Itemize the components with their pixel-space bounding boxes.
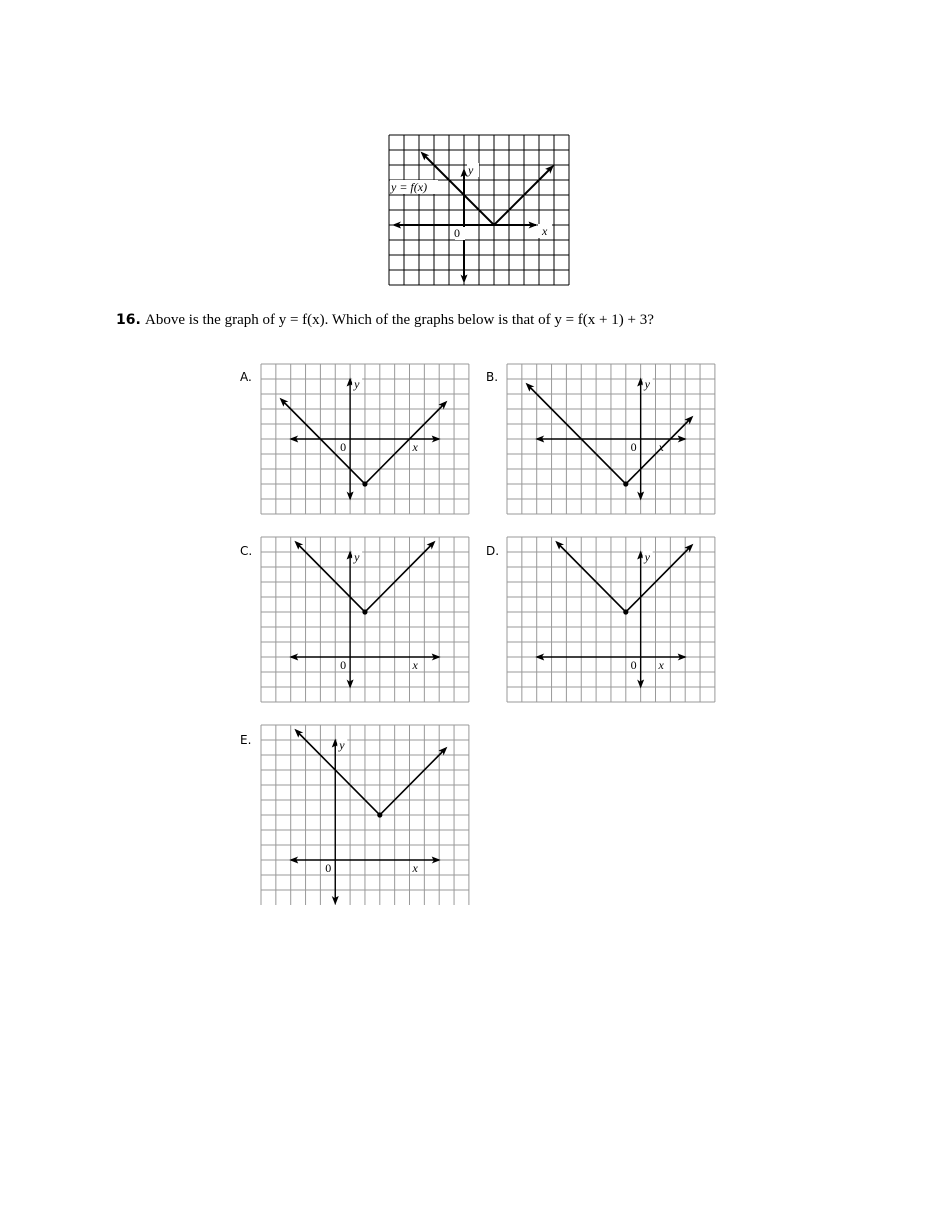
reference-y-label: y <box>468 163 474 177</box>
question-number: 16. <box>116 312 141 328</box>
origin-label: 0 <box>340 440 347 454</box>
option-c-label[interactable]: C. <box>240 544 253 558</box>
option-function <box>280 398 448 487</box>
option-a-label[interactable]: A. <box>240 370 252 384</box>
vertex-point <box>623 481 628 486</box>
option-e-graph[interactable] <box>260 724 470 907</box>
question-text: Above is the graph of y = f(x). Which of the graphs below is that of y = f(x + 1) + 3? <box>145 312 654 328</box>
option-c-graph[interactable] <box>260 536 470 703</box>
reference-function-label: y = f(x) <box>391 180 428 194</box>
x-axis-label: x <box>658 440 664 454</box>
function-line <box>297 731 446 815</box>
x-axis-label: x <box>412 440 418 454</box>
option-d-label[interactable]: D. <box>486 544 500 558</box>
x-axis-label: x <box>412 658 418 672</box>
y-axis-label: y <box>644 550 650 564</box>
y-axis-label: y <box>354 377 360 391</box>
reference-origin-label: 0 <box>454 226 460 240</box>
option-b-label[interactable]: B. <box>486 370 499 384</box>
vertex-point <box>362 609 367 614</box>
option-a-graph[interactable] <box>260 363 470 515</box>
function-line <box>557 543 691 612</box>
x-axis-label: x <box>658 658 664 672</box>
x-axis-label: x <box>412 861 418 875</box>
y-axis-label: y <box>644 377 650 391</box>
origin-label: 0 <box>340 658 347 672</box>
vertex-point <box>362 481 367 486</box>
vertex-point <box>623 609 628 614</box>
option-grid <box>507 537 715 702</box>
option-function <box>526 383 694 487</box>
origin-label: 0 <box>630 440 637 454</box>
option-b-graph[interactable] <box>506 363 716 515</box>
reference-graph <box>388 134 570 287</box>
option-e-label[interactable]: E. <box>240 733 252 747</box>
option-grid <box>261 725 469 905</box>
origin-label: 0 <box>325 861 332 875</box>
y-axis-label: y <box>354 550 360 564</box>
option-d-graph[interactable] <box>506 536 716 703</box>
option-grid <box>261 537 469 702</box>
y-axis-label: y <box>339 738 345 752</box>
vertex-point <box>377 812 382 817</box>
origin-label: 0 <box>630 658 637 672</box>
reference-x-label: x <box>542 224 548 238</box>
